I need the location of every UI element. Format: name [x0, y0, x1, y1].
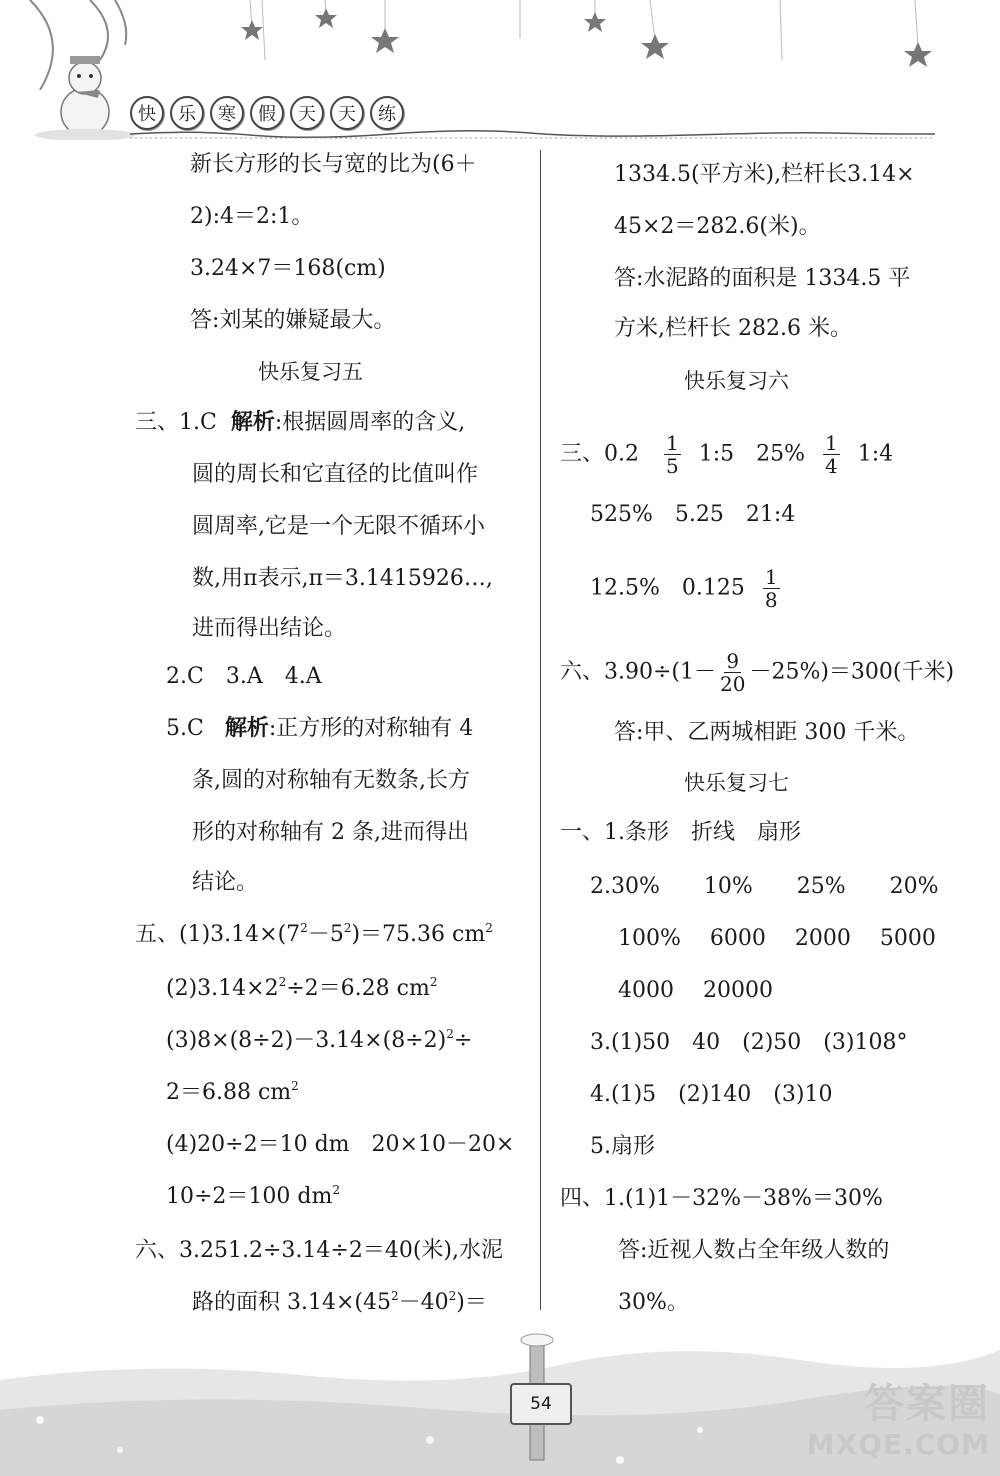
answer-text: 1:5 25% — [698, 441, 806, 467]
answer-text: 12.5% 0.125 — [590, 575, 745, 601]
answer-line: 525% 5.25 21:4 — [590, 502, 796, 527]
formula-part: )＝ — [456, 1290, 487, 1315]
superscript: 2 — [332, 1183, 340, 1197]
answer-number: 5.C — [166, 716, 204, 741]
analysis-label: 解析 — [224, 716, 269, 741]
formula-line — [192, 1288, 487, 1318]
formula-part: －5 — [307, 922, 344, 947]
column-divider — [540, 150, 541, 1310]
section-title-review-7: 快乐复习七 — [684, 771, 789, 795]
answer-text: :根据圆周率的含义, — [274, 410, 466, 435]
site-watermark — [800, 1380, 990, 1462]
answer-line — [166, 714, 473, 744]
formula-part: －25%)＝300(千米) — [749, 659, 955, 685]
formula-part: )＝75.36 cm — [351, 922, 486, 947]
denominator: 20 — [720, 672, 746, 696]
formula-line: (4)20÷2＝10 dm 20×10－20× — [166, 1132, 515, 1157]
formula-part: ÷ — [453, 1028, 473, 1053]
header-divider-line — [130, 128, 935, 140]
section-title-review-5: 快乐复习五 — [258, 360, 363, 384]
title-char: 天 — [330, 96, 364, 130]
superscript: 2 — [429, 975, 438, 989]
title-char: 练 — [370, 96, 404, 130]
superscript: 2 — [448, 1289, 457, 1303]
text-line: 圆周率,它是一个无限不循环小 — [192, 514, 485, 539]
superscript: 2 — [485, 921, 493, 935]
denominator: 5 — [665, 454, 679, 478]
title-char: 天 — [290, 96, 324, 130]
formula-line — [166, 1078, 299, 1108]
formula-line — [135, 920, 493, 950]
fraction — [720, 650, 745, 695]
superscript: 2 — [343, 921, 352, 935]
text-line: 方米,栏杆长 282.6 米。 — [614, 316, 852, 341]
hanging-stars-decoration — [0, 0, 1000, 90]
answer-line: 4.(1)5 (2)140 (3)10 — [590, 1082, 833, 1107]
formula-part: 路的面积 3.14×(45 — [192, 1290, 391, 1315]
text-line: 结论。 — [192, 870, 259, 895]
formula-part: (2)3.14×2 — [166, 976, 279, 1001]
text-line: 答:刘某的嫌疑最大。 — [190, 308, 396, 333]
answer-line: 100% 6000 2000 5000 — [618, 926, 936, 951]
formula-part: 五、(1)3.14×(7 — [135, 922, 301, 947]
text-line: 圆的周长和它直径的比值叫作 — [192, 462, 479, 487]
superscript: 2 — [446, 1027, 454, 1041]
formula-line — [166, 1026, 472, 1056]
formula-line — [166, 1182, 340, 1212]
answer-line — [135, 408, 465, 438]
title-char: 快 — [130, 96, 164, 130]
fraction — [763, 566, 780, 611]
text-line: 30%。 — [618, 1290, 689, 1315]
fraction — [664, 432, 681, 477]
fraction — [823, 432, 840, 477]
formula-part: 六、3.90÷(1－ — [560, 659, 716, 685]
text-line: 进而得出结论。 — [192, 616, 347, 641]
answer-line: 一、1.条形 折线 扇形 — [560, 820, 801, 845]
numerator: 9 — [726, 649, 740, 673]
superscript: 2 — [391, 1289, 399, 1303]
page-header — [0, 0, 1000, 150]
text-line: 答:近视人数占全年级人数的 — [618, 1238, 890, 1263]
answer-line: 4000 20000 — [618, 978, 773, 1003]
formula-line: 六、3.251.2÷3.14÷2＝40(米),水泥 — [135, 1238, 503, 1263]
title-char: 假 — [250, 96, 284, 130]
numerator: 1 — [825, 431, 838, 455]
formula-part: 2＝6.88 cm — [166, 1080, 292, 1105]
formula-line — [560, 650, 954, 695]
title-char: 乐 — [170, 96, 204, 130]
text-line: 形的对称轴有 2 条,进而得出 — [192, 820, 469, 845]
answer-text: 三、0.2 — [560, 441, 639, 467]
denominator: 4 — [825, 454, 838, 478]
formula-line: 四、1.(1)1－32%－38%＝30% — [560, 1186, 883, 1211]
text-line: 2):4＝2:1。 — [190, 204, 314, 229]
watermark-title: 答案圈 — [864, 1381, 990, 1427]
text-line: 条,圆的对称轴有无数条,长方 — [192, 768, 470, 793]
superscript: 2 — [291, 1079, 299, 1093]
analysis-label: 解析 — [230, 410, 275, 435]
text-line: 1334.5(平方米),栏杆长3.14× — [614, 162, 915, 187]
formula-part: －40 — [398, 1290, 449, 1315]
answer-number: 三、1.C — [135, 410, 217, 435]
answer-line — [560, 432, 893, 477]
text-line: 3.24×7＝168(cm) — [190, 256, 386, 281]
formula-part: 10÷2＝100 dm — [166, 1184, 333, 1209]
section-title-review-6: 快乐复习六 — [684, 369, 789, 393]
denominator: 8 — [764, 588, 778, 612]
superscript: 2 — [300, 921, 308, 935]
formula-line — [166, 974, 437, 1004]
answer-line: 3.(1)50 40 (2)50 (3)108° — [590, 1030, 908, 1055]
answer-line: 2.30% 10% 25% 20% — [590, 874, 939, 899]
formula-part: ÷2＝6.28 cm — [286, 976, 430, 1001]
text-line: 答:水泥路的面积是 1334.5 平 — [614, 266, 911, 291]
text-line: 45×2＝282.6(米)。 — [614, 214, 821, 239]
text-line: 答:甲、乙两城相距 300 千米。 — [614, 720, 920, 745]
snowman-illustration — [30, 40, 140, 140]
page-number: 54 — [510, 1383, 572, 1425]
answer-line — [590, 566, 784, 611]
numerator: 1 — [665, 431, 679, 455]
answer-text: :正方形的对称轴有 4 — [268, 716, 474, 741]
numerator: 1 — [764, 565, 778, 589]
text-line: 新长方形的长与宽的比为(6＋ — [190, 152, 477, 177]
title-char: 寒 — [210, 96, 244, 130]
formula-part: (3)8×(8÷2)－3.14×(8÷2) — [166, 1028, 447, 1053]
text-line: 数,用π表示,π＝3.1415926…, — [192, 566, 493, 591]
superscript: 2 — [278, 975, 287, 989]
answer-text: 1:4 — [857, 441, 894, 467]
watermark-url: MXQE.COM — [806, 1428, 990, 1461]
answer-line: 2.C 3.A 4.A — [166, 664, 322, 689]
answer-line: 5.扇形 — [590, 1134, 655, 1159]
